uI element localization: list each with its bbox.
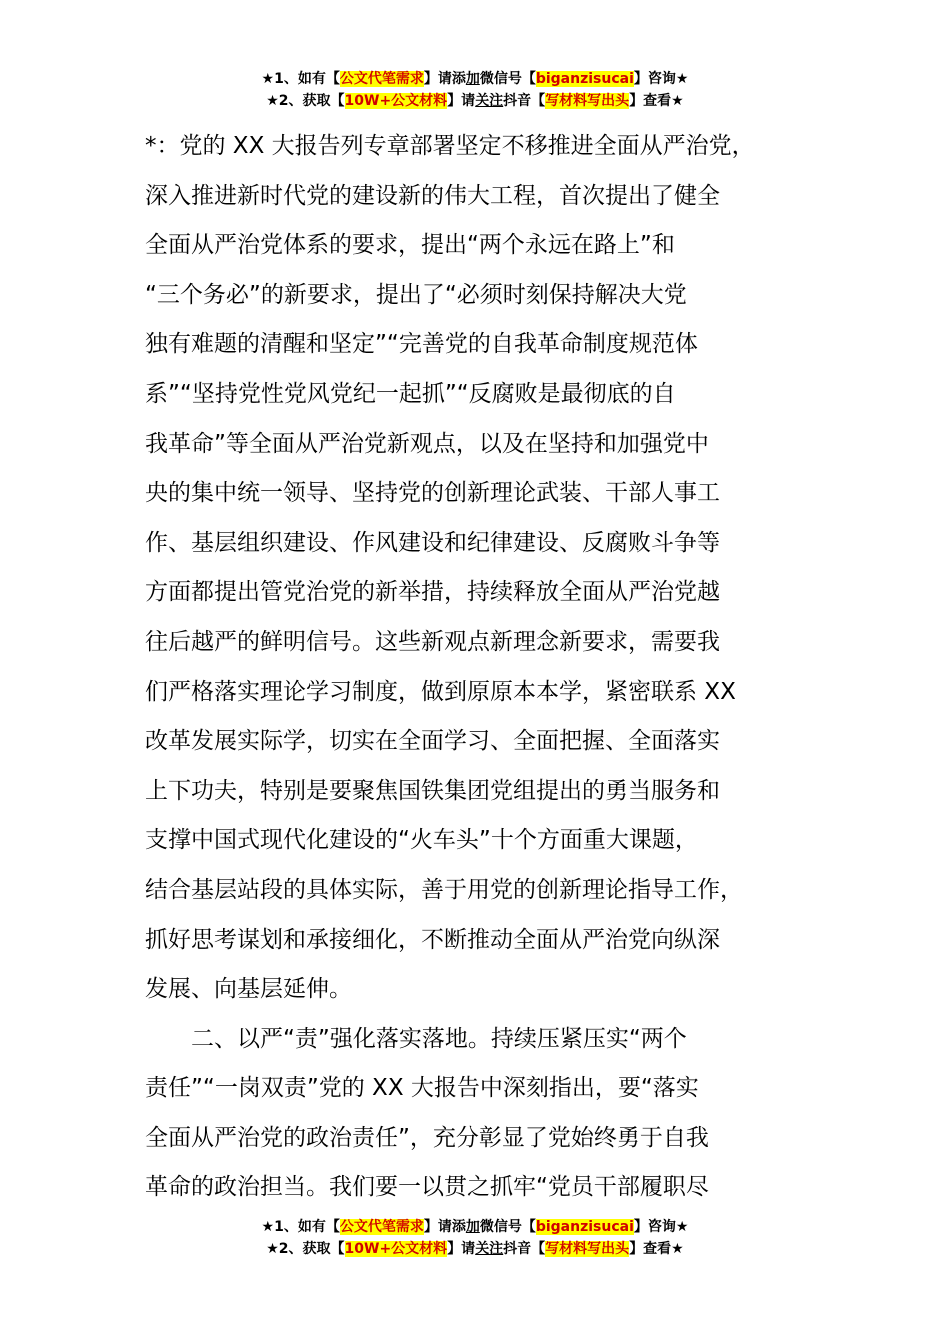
banner-text: 】查看★ <box>629 93 684 109</box>
body-line: 作、基层组织建设、作风建设和纪律建设、反腐败斗争等 <box>145 529 720 556</box>
body-line: 独有难题的清醒和坚定”“完善党的自我革命制度规范体 <box>145 331 698 358</box>
banner-text: ★1、如有【 <box>261 1219 340 1235</box>
body-line: 革命的政治担当。我们要一以贯之抓牢“党员干部履职尽 <box>145 1174 709 1201</box>
underlined-text: 关注 <box>475 93 504 109</box>
highlight-wechat-id: biganzisucai <box>535 71 634 87</box>
banner-text: ★1、如有【 <box>261 71 340 87</box>
highlight-wechat-id: biganzisucai <box>535 1219 634 1235</box>
banner-text: 】请添 <box>423 71 466 87</box>
document-body <box>145 122 810 1213</box>
highlight-douyin-id: 写材料写出头 <box>545 1241 630 1257</box>
banner-text: 微信号【 <box>479 71 536 87</box>
body-line: 责任”“一岗双责”党的 XX 大报告中深刻指出，要“落实 <box>145 1075 699 1102</box>
banner-text: 抖音【 <box>503 1241 546 1257</box>
highlight-douyin-id: 写材料写出头 <box>545 93 630 109</box>
body-line: 全面从严治党体系的要求，提出“两个永远在路上”和 <box>145 232 675 259</box>
banner-text: ★2、获取【 <box>266 93 345 109</box>
highlight-materials: 10W+公文材料 <box>344 93 448 109</box>
underlined-text: 加 <box>465 1219 480 1235</box>
body-line: 改革发展实际学，切实在全面学习、全面把握、全面落实 <box>145 728 720 755</box>
body-line: 结合基层站段的具体实际，善于用党的创新理论指导工作， <box>145 876 743 903</box>
body-line: *：党的 XX 大报告列专章部署坚定不移推进全面从严治党， <box>145 133 755 159</box>
banner-line-2 <box>0 1238 950 1260</box>
banner-line-1 <box>0 1216 950 1238</box>
banner-text: 抖音【 <box>503 93 546 109</box>
body-line: 抓好思考谋划和承接细化，不断推动全面从严治党向纵深 <box>145 926 720 953</box>
banner-line-1 <box>0 68 950 90</box>
header-banner <box>0 68 950 112</box>
body-line: 支撑中国式现代化建设的“火车头”十个方面重大课题， <box>145 827 698 854</box>
banner-text: 】咨询★ <box>633 1219 689 1235</box>
banner-text: 】咨询★ <box>633 71 689 87</box>
body-line: “三个务必”的新要求，提出了“必须时刻保持解决大党 <box>145 281 687 308</box>
body-line: 上下功夫，特别是要聚焦国铁集团党组提出的勇当服务和 <box>145 777 720 804</box>
underlined-text: 加 <box>465 71 480 87</box>
banner-line-2 <box>0 90 950 112</box>
body-line: 我革命”等全面从严治党新观点，以及在坚持和加强党中 <box>145 430 709 457</box>
body-line: 发展、向基层延伸。 <box>145 976 352 1003</box>
body-line: 往后越严的鲜明信号。这些新观点新理念新要求，需要我 <box>145 628 720 655</box>
body-line: 全面从严治党的政治责任”，充分彰显了党始终勇于自我 <box>145 1124 709 1151</box>
body-line: 央的集中统一领导、坚持党的创新理论武装、干部人事工 <box>145 480 720 507</box>
body-line: 系”“坚持党性党风党纪一起抓”“反腐败是最彻底的自 <box>145 380 676 407</box>
body-line: 深入推进新时代党的建设新的伟大工程，首次提出了健全 <box>145 182 720 209</box>
footer-banner <box>0 1216 950 1260</box>
banner-text: 】查看★ <box>629 1241 684 1257</box>
highlight-materials: 10W+公文材料 <box>344 1241 448 1257</box>
section-heading-line: 二、以严“责”强化落实落地。持续压紧压实“两个 <box>145 1025 687 1052</box>
body-line: 们严格落实理论学习制度，做到原原本本学，紧密联系 XX <box>145 678 736 705</box>
underlined-text: 关注 <box>475 1241 504 1257</box>
body-line: 方面都提出管党治党的新举措，持续释放全面从严治党越 <box>145 579 720 606</box>
highlight-service: 公文代笔需求 <box>339 1219 424 1235</box>
banner-text: 微信号【 <box>479 1219 536 1235</box>
banner-text: 】请添 <box>423 1219 466 1235</box>
banner-text: ★2、获取【 <box>266 1241 345 1257</box>
banner-text: 】请 <box>447 1241 476 1257</box>
banner-text: 】请 <box>447 93 476 109</box>
highlight-service: 公文代笔需求 <box>339 71 424 87</box>
